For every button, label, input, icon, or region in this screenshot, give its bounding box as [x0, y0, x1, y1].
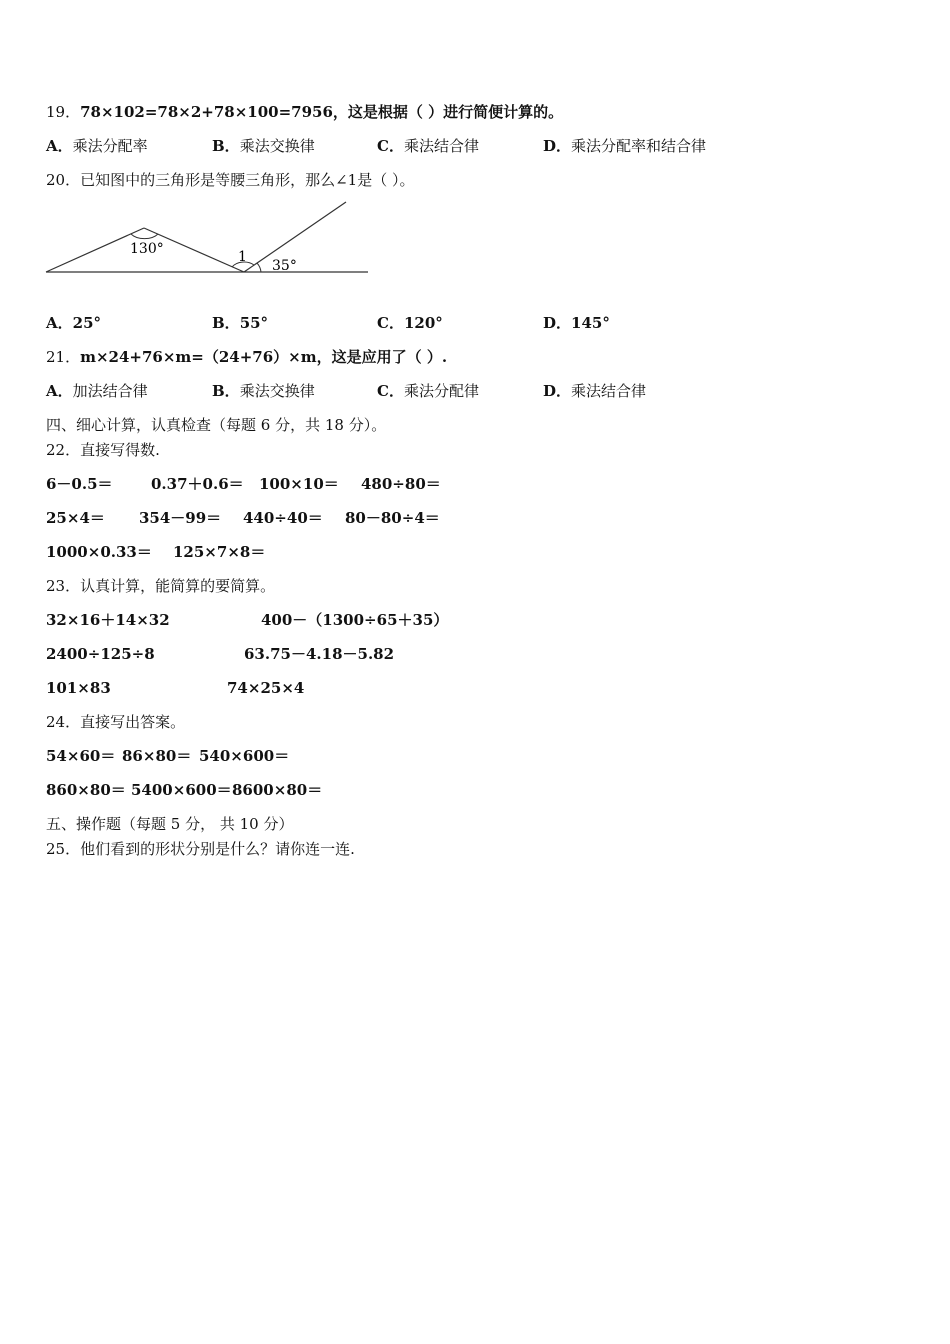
q21-stem	[46, 347, 447, 367]
q19-option-a: A．乘法分配率	[46, 137, 148, 155]
q22-item: 480÷80＝	[361, 475, 441, 493]
q20-option-a: A．25°	[46, 314, 102, 332]
q22-item: 100×10＝	[259, 475, 339, 493]
q21-text: m×24+76×m=（24+76）×m，这是应用了（ ）.	[80, 348, 448, 366]
q24-item: 8600×80＝	[232, 781, 323, 799]
q25-stem	[46, 839, 355, 859]
q19-option-d: D．乘法分配率和结合律	[543, 137, 707, 155]
q24-item: 5400×600＝	[131, 781, 232, 799]
q23-number: 23．	[46, 577, 81, 595]
section-5-title: 五、操作题（每题 5 分， 共 10 分）	[46, 815, 294, 833]
q20-number: 20．	[46, 171, 81, 189]
q22-item: 354－99＝	[139, 509, 222, 527]
q23-text: 认真计算，能简算的要简算。	[80, 577, 276, 595]
q20-option-b: B．55°	[212, 314, 269, 332]
q23-item: 32×16＋14×32	[46, 611, 170, 629]
q23-item: 63.75－4.18－5.82	[244, 645, 395, 663]
q23-item: 74×25×4	[227, 679, 305, 697]
q22-number: 22．	[46, 441, 81, 459]
q19-option-c: C．乘法结合律	[377, 137, 479, 155]
q20-option-d: D．145°	[543, 314, 610, 332]
q24-number: 24．	[46, 713, 81, 731]
q19-stem	[46, 102, 563, 122]
outer-angle-label: 35°	[272, 258, 297, 274]
q22-item: 125×7×8＝	[173, 543, 266, 561]
q23-item: 400－（1300÷65＋35）	[261, 611, 449, 629]
outer-angle-arc	[257, 263, 261, 272]
q22-item: 1000×0.33＝	[46, 543, 152, 561]
angle-1-label: 1	[238, 249, 247, 265]
q22-item: 0.37＋0.6＝	[151, 475, 244, 493]
q21-option-d: D．乘法结合律	[543, 382, 647, 400]
q22-item: 6－0.5＝	[46, 475, 113, 493]
q20-text: 已知图中的三角形是等腰三角形，那么∠1是（ ）。	[80, 171, 415, 189]
q23-stem	[46, 576, 275, 596]
apex-angle-label: 130°	[130, 241, 164, 257]
section-4-title: 四、细心计算，认真检查（每题 6 分，共 18 分）。	[46, 416, 387, 434]
isosceles-triangle-figure	[44, 196, 374, 286]
q24-item: 86×80＝	[122, 747, 192, 765]
q24-item: 540×600＝	[199, 747, 290, 765]
q24-item: 860×80＝	[46, 781, 126, 799]
q21-option-b: B．乘法交换律	[212, 382, 315, 400]
q20-stem	[46, 170, 414, 190]
q19-option-b: B．乘法交换律	[212, 137, 315, 155]
q25-text: 他们看到的形状分别是什么？请你连一连.	[80, 840, 355, 858]
q19-number: 19．	[46, 103, 81, 121]
q21-number: 21．	[46, 348, 81, 366]
q24-stem	[46, 712, 185, 732]
q21-option-a: A．加法结合律	[46, 382, 148, 400]
q25-number: 25．	[46, 840, 81, 858]
q20-option-c: C．120°	[377, 314, 443, 332]
q22-text: 直接写得数.	[80, 441, 160, 459]
q22-stem	[46, 440, 160, 460]
q24-item: 54×60＝	[46, 747, 116, 765]
q19-text: 78×102=78×2+78×100=7956，这是根据（ ）进行简便计算的。	[80, 103, 564, 121]
q22-item: 80－80÷4＝	[345, 509, 440, 527]
q21-option-c: C．乘法分配律	[377, 382, 479, 400]
q22-item: 25×4＝	[46, 509, 105, 527]
q23-item: 2400÷125÷8	[46, 645, 155, 663]
q24-text: 直接写出答案。	[80, 713, 186, 731]
apex-angle-arc	[131, 234, 158, 239]
q22-item: 440÷40＝	[243, 509, 323, 527]
q23-item: 101×83	[46, 679, 111, 697]
